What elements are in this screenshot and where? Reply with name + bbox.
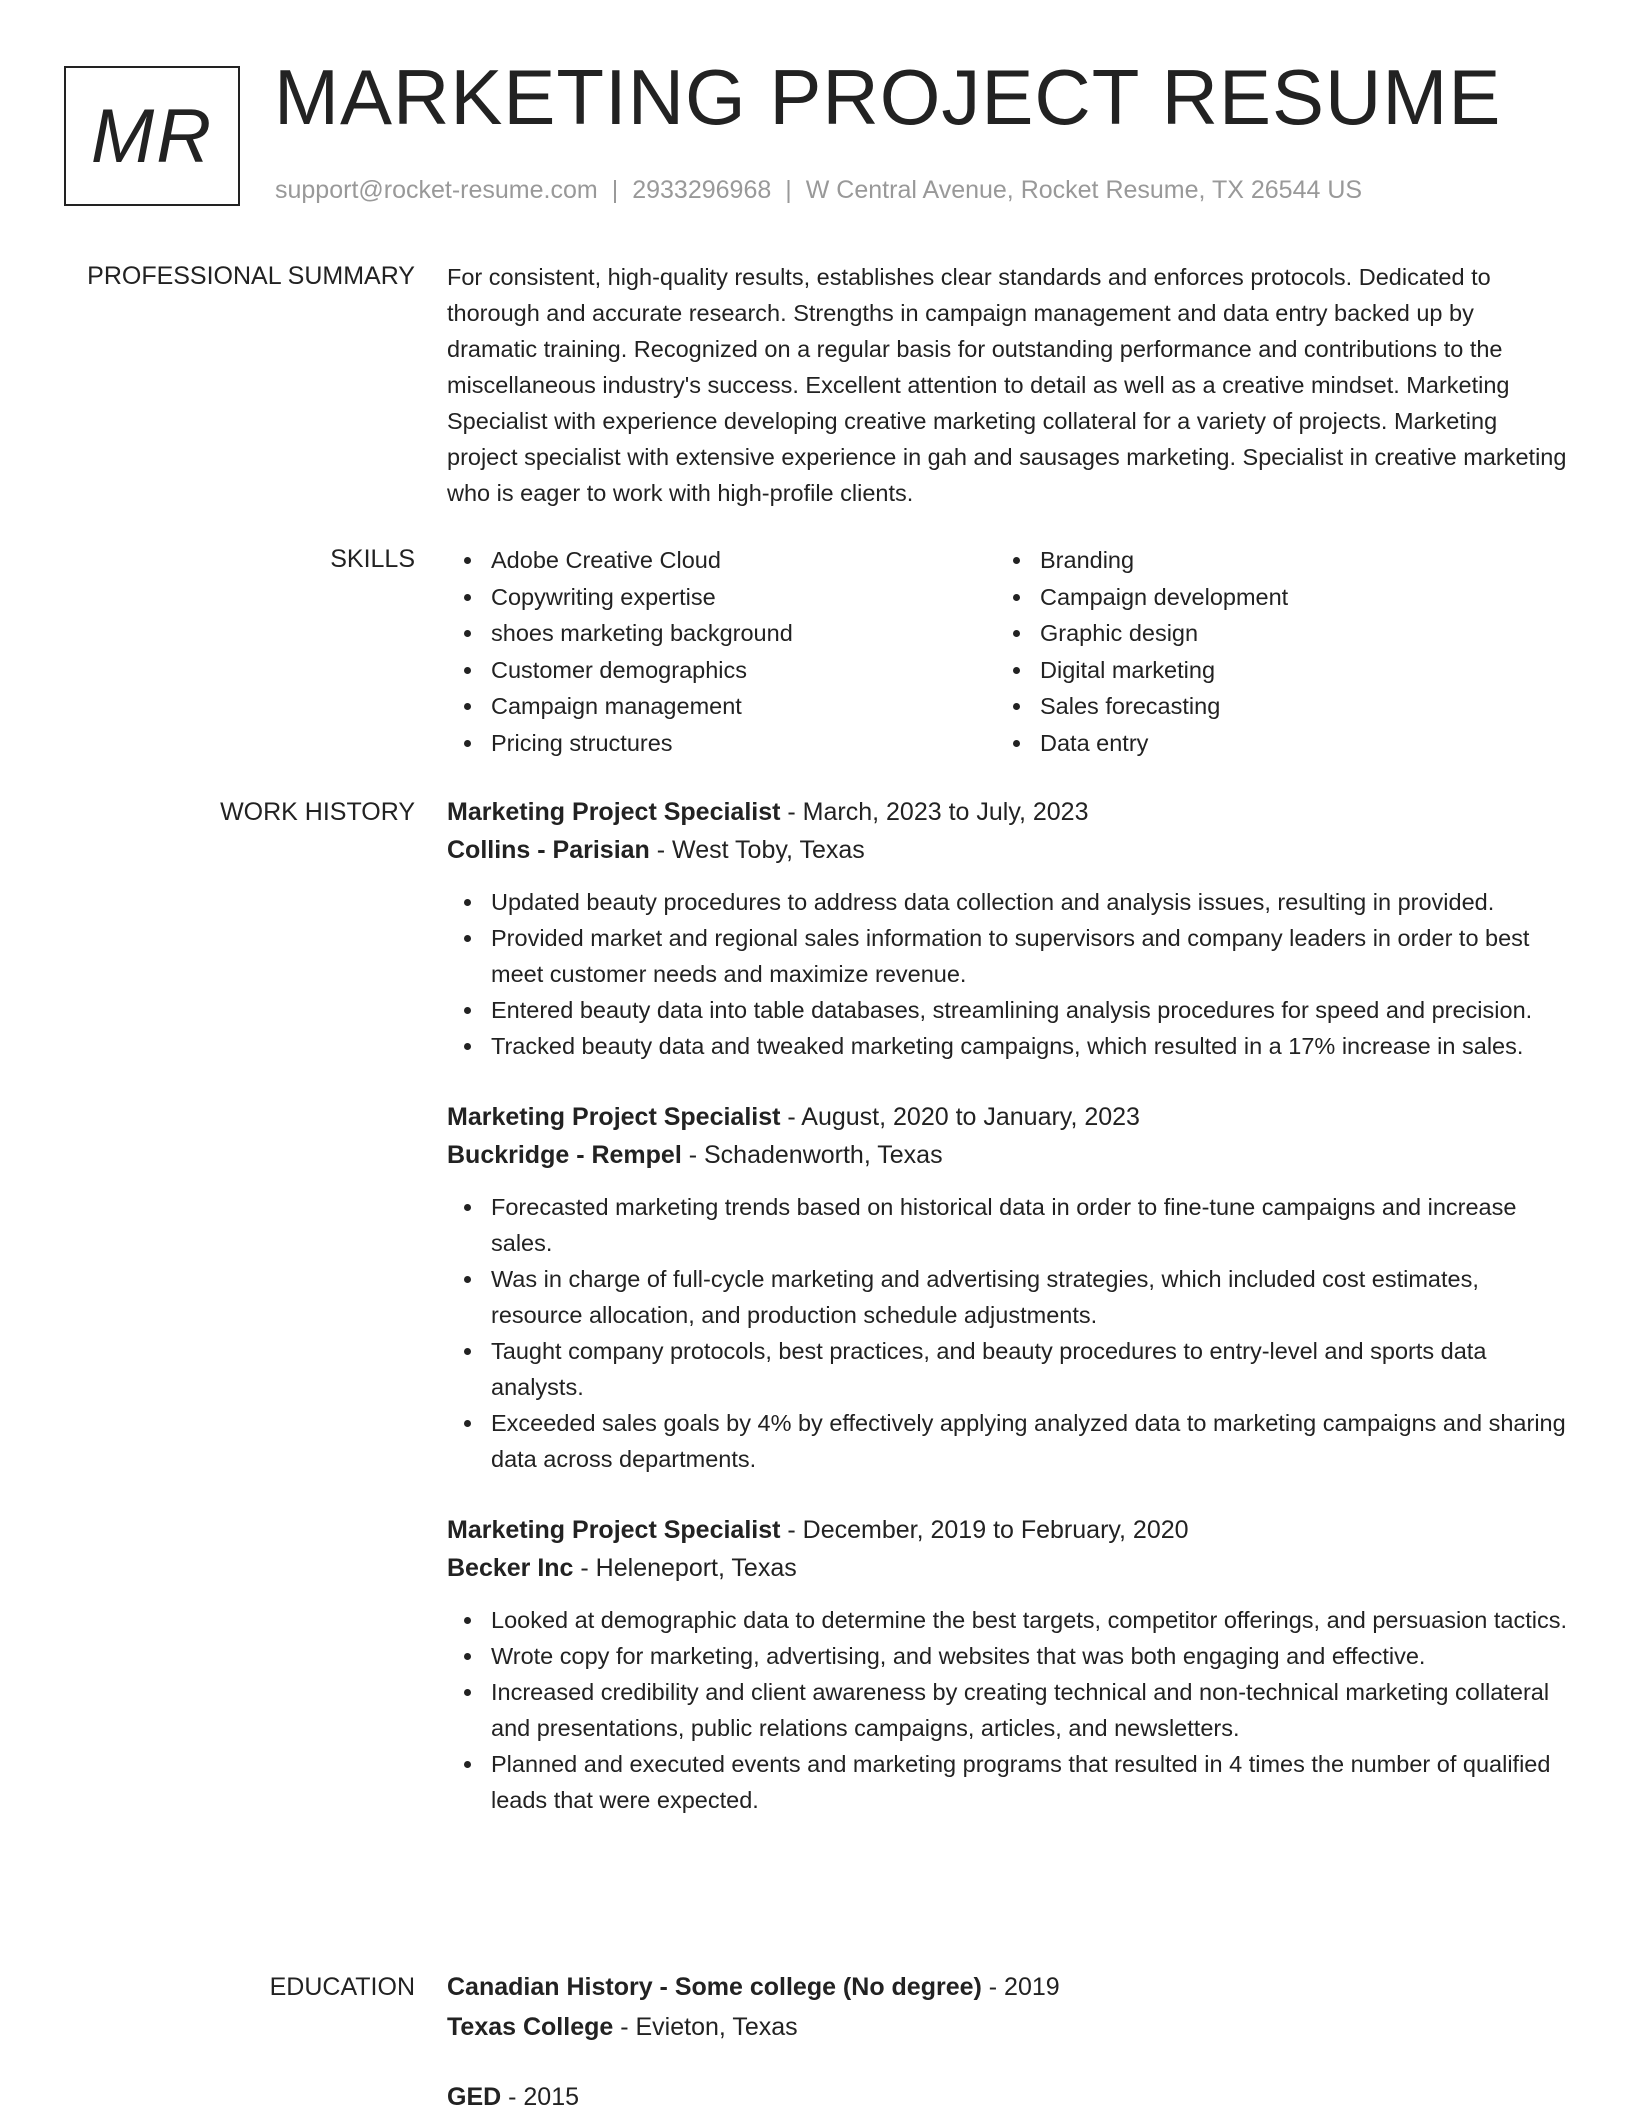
skill-item: Branding xyxy=(996,542,1545,579)
education-year: - 2015 xyxy=(501,2083,580,2111)
job-bullet: Forecasted marketing trends based on historical data in order to fine-tune campaigns and increase sales. xyxy=(447,1189,1567,1261)
education-entry xyxy=(447,1967,1567,2047)
skill-item: Adobe Creative Cloud xyxy=(447,542,996,579)
section-heading-summary: PROFESSIONAL SUMMARY xyxy=(87,262,415,290)
job-bullet: Planned and executed events and marketing programs that resulted in 4 times the number of qualified leads that were expected. xyxy=(447,1746,1567,1818)
job-bullet: Updated beauty procedures to address data collection and analysis issues, resulting in provided. xyxy=(447,884,1567,920)
job-bullets xyxy=(447,1189,1567,1477)
job-dates: - March, 2023 to July, 2023 xyxy=(780,798,1089,826)
job-location: - West Toby, Texas xyxy=(649,836,865,864)
job-bullets xyxy=(447,1602,1567,1818)
skill-item: Data entry xyxy=(996,725,1545,762)
section-heading-work-history: WORK HISTORY xyxy=(220,798,415,826)
skills-grid xyxy=(447,542,1567,761)
resume-title: MARKETING PROJECT RESUME xyxy=(274,53,1502,141)
contact-line xyxy=(275,176,1362,205)
contact-phone[interactable]: 2933296968 xyxy=(632,176,772,204)
job-bullet: Increased credibility and client awareness by creating technical and non-technical marketing collateral and presentations, public relations campaigns, articles, and newsletters. xyxy=(447,1674,1567,1746)
skill-item: Copywriting expertise xyxy=(447,579,996,616)
skills-column-right xyxy=(996,542,1545,761)
job-dates: - August, 2020 to January, 2023 xyxy=(780,1103,1140,1131)
job-bullet: Tracked beauty data and tweaked marketing campaigns, which resulted in a 17% increase in sales. xyxy=(447,1028,1567,1064)
job-entry xyxy=(447,793,1567,1064)
contact-separator: | xyxy=(785,176,792,204)
job-bullet: Taught company protocols, best practices, and beauty procedures to entry-level and sports data analysts. xyxy=(447,1333,1567,1405)
skills-list-left xyxy=(447,542,996,761)
job-company: Becker Inc xyxy=(447,1554,574,1582)
job-title-line xyxy=(447,1511,1567,1549)
contact-email[interactable]: support@rocket-resume.com xyxy=(275,176,598,204)
job-bullet: Entered beauty data into table databases, streamlining analysis procedures for speed and precision. xyxy=(447,992,1567,1028)
skills-body xyxy=(447,542,1567,761)
job-title: Marketing Project Specialist xyxy=(447,1516,781,1544)
skill-item: Sales forecasting xyxy=(996,688,1545,725)
education-location: - Evieton, Texas xyxy=(613,2013,798,2041)
section-heading-education: EDUCATION xyxy=(269,1973,415,2001)
job-entry xyxy=(447,1511,1567,1818)
education-school: Texas College xyxy=(447,2013,614,2041)
skill-item: Campaign management xyxy=(447,688,996,725)
skill-item: Campaign development xyxy=(996,579,1545,616)
job-bullet: Wrote copy for marketing, advertising, and websites that was both engaging and effective. xyxy=(447,1638,1567,1674)
monogram-initials: MR xyxy=(90,93,214,179)
job-company-line xyxy=(447,1549,1567,1587)
monogram-logo xyxy=(64,66,240,206)
education-degree-line xyxy=(447,1967,1567,2007)
education-school-line xyxy=(447,2007,1567,2047)
summary-body xyxy=(447,259,1567,511)
contact-separator: | xyxy=(611,176,619,204)
job-bullet: Provided market and regional sales information to supervisors and company leaders in order to best meet customer needs and maximize revenue. xyxy=(447,920,1567,992)
education-degree: GED xyxy=(447,2083,502,2111)
education-degree-line xyxy=(447,2077,1567,2117)
job-location: - Heleneport, Texas xyxy=(573,1554,797,1582)
work-history-body xyxy=(447,793,1567,1818)
education-year: - 2019 xyxy=(981,1973,1060,2001)
job-company: Collins - Parisian xyxy=(447,836,650,864)
skill-item: Pricing structures xyxy=(447,725,996,762)
contact-address: W Central Avenue, Rocket Resume, TX 26544 US xyxy=(805,176,1363,204)
summary-text: For consistent, high-quality results, establishes clear standards and enforces protocols. Dedicated to thorough and accurate research. Strengths in campaign management and data entry backed up by dramatic training. Recognized on a regular basis for outstanding performance and contributions to the miscellaneous industry's success. Excellent attention to detail as well as a creative mindset. Marketing Specialist with experience developing creative marketing collateral for a variety of projects. Marketing project specialist with extensive experience in gah and sausages marketing. Specialist in creative marketing who is eager to work with high-profile clients. xyxy=(447,264,1567,506)
job-title: Marketing Project Specialist xyxy=(447,1103,781,1131)
skill-item: Digital marketing xyxy=(996,652,1545,689)
skills-column-left xyxy=(447,542,996,761)
job-bullet: Looked at demographic data to determine the best targets, competitor offerings, and persuasion tactics. xyxy=(447,1602,1567,1638)
job-company-line xyxy=(447,831,1567,869)
job-location: - Schadenworth, Texas xyxy=(681,1141,943,1169)
education-entry xyxy=(447,2077,1567,2117)
job-bullet: Was in charge of full-cycle marketing and advertising strategies, which included cost estimates, resource allocation, and production schedule adjustments. xyxy=(447,1261,1567,1333)
job-entry xyxy=(447,1098,1567,1477)
job-title-line xyxy=(447,793,1567,831)
job-dates: - December, 2019 to February, 2020 xyxy=(780,1516,1189,1544)
job-bullets xyxy=(447,884,1567,1064)
skill-item: shoes marketing background xyxy=(447,615,996,652)
skills-list-right xyxy=(996,542,1545,761)
job-company-line xyxy=(447,1136,1567,1174)
job-bullet: Exceeded sales goals by 4% by effectively applying analyzed data to marketing campaigns and sharing data across departments. xyxy=(447,1405,1567,1477)
education-degree: Canadian History - Some college (No degree) xyxy=(447,1973,982,2001)
job-title: Marketing Project Specialist xyxy=(447,798,781,826)
section-heading-skills: SKILLS xyxy=(330,545,415,573)
skill-item: Customer demographics xyxy=(447,652,996,689)
education-body xyxy=(447,1967,1567,2117)
skill-item: Graphic design xyxy=(996,615,1545,652)
job-title-line xyxy=(447,1098,1567,1136)
job-company: Buckridge - Rempel xyxy=(447,1141,682,1169)
